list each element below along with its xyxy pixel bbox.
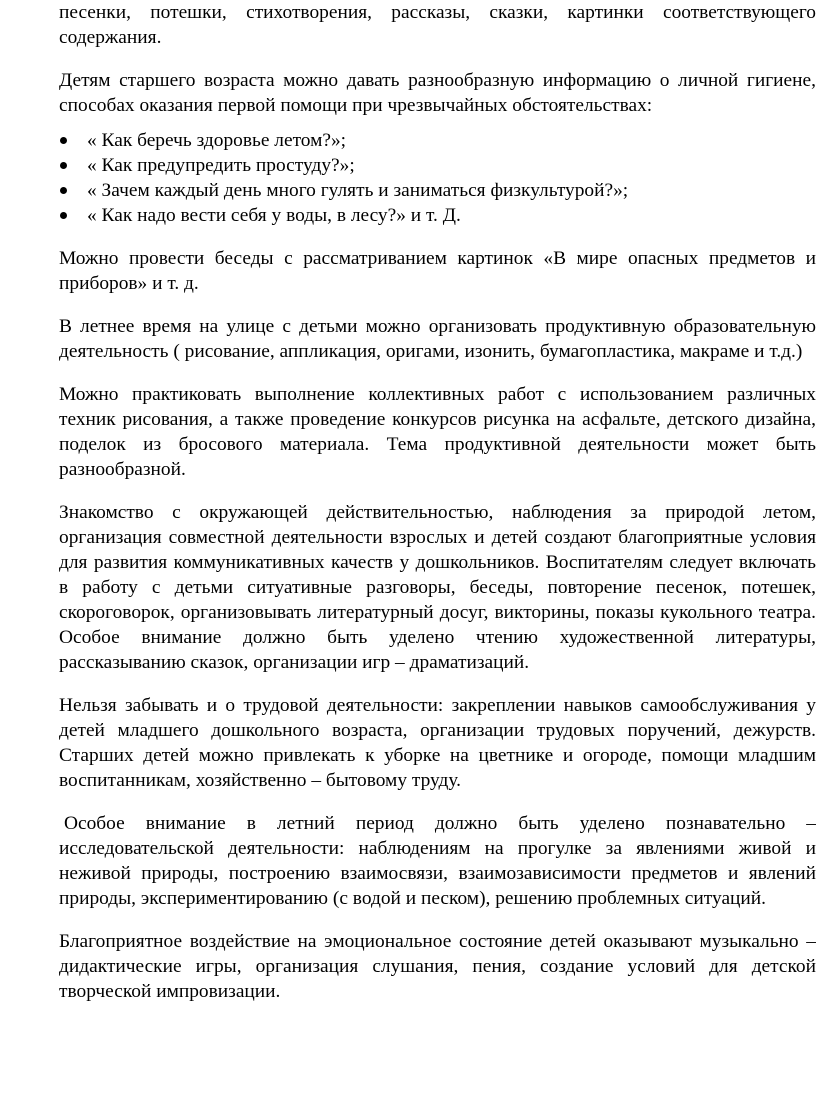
bullet-icon <box>60 212 67 219</box>
list-item <box>59 153 816 178</box>
paragraph-intro-tail: песенки, потешки, стихотворения, рассказы, сказки, картинки соответствующего содержания. <box>59 2 816 48</box>
list-item-text: « Зачем каждый день много гулять и заниматься физкультурой?»; <box>87 180 629 201</box>
bullet-icon <box>60 187 67 194</box>
paragraph-pictures: Можно провести беседы с рассматриванием картинок «В мире опасных предметов и приборов» и т. д. <box>59 248 816 294</box>
list-item-text: « Как беречь здоровье летом?»; <box>87 130 347 151</box>
paragraph-summer-activity: В летнее время на улице с детьми можно организовать продуктивную образовательную деятельность ( рисование, аппликация, оригами, изонить, бумагопластика, макраме и т.д.) <box>59 316 816 362</box>
paragraph-collective-works: Можно практиковать выполнение коллективных работ с использованием различных техник рисования, а также проведение конкурсов рисунка на асфальте, детского дизайна, поделок из бросового материала. Тема продуктивной деятельности может быть разнообразной. <box>59 384 816 480</box>
topics-list <box>59 128 816 228</box>
paragraph-older-children: Детям старшего возраста можно давать разнообразную информацию о личной гигиене, способах оказания первой помощи при чрезвычайных обстоятельствах: <box>59 70 816 116</box>
list-item <box>59 128 816 153</box>
list-item <box>59 203 816 228</box>
list-item-text: « Как предупредить простуду?»; <box>87 155 355 176</box>
bullet-icon <box>60 162 67 169</box>
paragraph-labor: Нельзя забывать и о трудовой деятельности: закреплении навыков самообслуживания у детей младшего дошкольного возраста, организации трудовых поручений, дежурств. Старших детей можно привлекать к уборке на цветнике и огороде, помощи младшим воспитанникам, хозяйственно – бытовому труду. <box>59 695 816 791</box>
paragraph-music: Благоприятное воздействие на эмоциональное состояние детей оказывают музыкально – дидактические игры, организация слушания, пения, создание условий для детской творческой импровизации. <box>59 931 816 1002</box>
list-item-text: « Как надо вести себя у воды, в лесу?» и т. Д. <box>87 205 461 226</box>
list-item <box>59 178 816 203</box>
bullet-icon <box>60 137 67 144</box>
paragraph-research: Особое внимание в летний период должно быть уделено познавательно – исследовательской деятельности: наблюдениям на прогулке за явлениями живой и неживой природы, построению взаимосвязи, взаимозависимости предметов и явлений природы, экспериментированию (с водой и песком), решению проблемных ситуаций. <box>59 813 816 909</box>
document-page <box>59 0 816 1004</box>
paragraph-environment: Знакомство с окружающей действительностью, наблюдения за природой летом, организация совместной деятельности взрослых и детей создают благоприятные условия для развития коммуникативных качеств у дошкольников. Воспитателям следует включать в работу с детьми ситуативные разговоры, беседы, повторение песенок, потешек, скороговорок, организовывать литературный досуг, викторины, показы кукольного театра. Особое внимание должно быть уделено чтению художественной литературы, рассказыванию сказок, организации игр – драматизаций. <box>59 502 816 673</box>
